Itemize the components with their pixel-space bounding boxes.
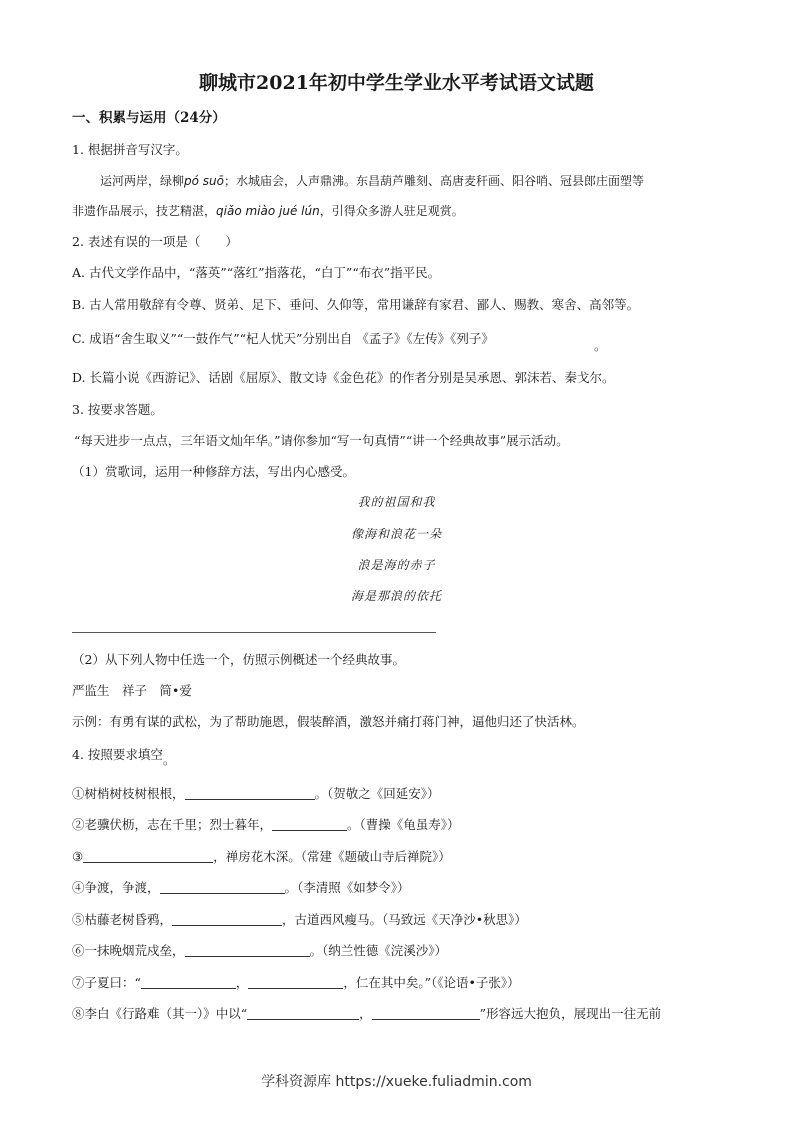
fill-item-post: 。（李清照《如梦令》） (284, 880, 410, 895)
fill-blank[interactable] (185, 944, 310, 957)
fill-item-pre: ⑧李白《行路难（其一）》中以“ (72, 1006, 248, 1021)
fill-blank[interactable] (372, 1007, 480, 1020)
pinyin-2: qiǎo miào jué lún (216, 204, 320, 218)
fill-item (72, 849, 451, 865)
question-3-sub-1: （1）赏歌词，运用一种修辞方法，写出内心感受。 (72, 464, 355, 479)
option-d: D. 长篇小说《西游记》、话剧《屈原》、散文诗《金色花》的作者分别是吴承恩、郭沫若、秦戈尔。 (72, 370, 615, 385)
fill-item-post: 。（贺敬之《回延安》） (314, 786, 440, 801)
fill-item (72, 912, 527, 928)
fill-item-post: 。（纳兰性德《浣溪沙》） (309, 943, 448, 958)
fill-blank[interactable] (83, 850, 213, 863)
fill-item-post: ”形容远大抱负，展现出一往无前 (479, 1006, 662, 1021)
fill-item-pre: ⑤枯藤老树昏鸦， (72, 912, 173, 927)
question-2-label: 2. 表述有误的一项是（ ） (72, 234, 238, 249)
page-title: 聊城市2021年初中学生学业水平考试语文试题 (199, 72, 594, 94)
question-3-sub-2: （2）从下列人物中任选一个，仿照示例概述一个经典故事。 (72, 652, 405, 667)
fill-item (72, 975, 520, 991)
option-c-end: 。 (594, 338, 607, 353)
fill-blank[interactable] (272, 818, 347, 831)
fill-blank[interactable] (247, 1007, 359, 1020)
fill-item-pre: ④争渡，争渡， (72, 880, 160, 895)
pinyin-1: pó suō (184, 174, 224, 188)
fill-item-post: ，古道西风瘦马。（马致远《天净沙•秋思》） (282, 912, 527, 927)
fill-item-mid: ， (359, 1006, 372, 1021)
option-c: C. 成语“舍生取义”“一鼓作气”“杞人忧天”分别出自 《孟子》《左传》《列子》 (72, 331, 494, 346)
fill-item-post: ，仁在其中矣。”（《论语•子张》） (343, 975, 520, 990)
fill-blank[interactable] (141, 976, 236, 989)
footer-watermark: 学科资源库 https://xueke.fuliadmin.com (261, 1074, 532, 1090)
q1-text-a: 运河两岸，绿柳 (100, 174, 185, 188)
q1-text-b: ；水城庙会，人声鼎沸。东昌葫芦雕刻、高唐麦秆画、阳谷哨、冠县郎庄面塑等 (224, 174, 645, 188)
option-a: A. 古代文学作品中，“落英”“落红”指落花，“白丁”“布衣”指平民。 (72, 265, 441, 280)
fill-item-pre: ②老骥伏枥，志在千里；烈士暮年， (72, 817, 273, 832)
fill-item (72, 1006, 661, 1022)
example-text: 示例：有勇有谋的武松，为了帮助施恩，假装醉酒，激怒并痛打蒋门神，逼他归还了快活林。 (72, 714, 585, 729)
q1-text-d: ，引得众多游人驻足观赏。 (319, 204, 464, 218)
fill-item-pre: ③ (72, 849, 84, 864)
fill-item-pre: ⑦子夏曰：“ (72, 975, 141, 990)
fill-blank[interactable] (248, 976, 343, 989)
question-1-line-1 (100, 173, 644, 189)
question-3-intro: “每天进步一点点，三年语文灿年华。”请你参加“写一句真情”“讲一个经典故事”展示活动。 (74, 433, 569, 448)
question-3-label: 3. 按要求答题。 (72, 402, 163, 417)
question-1-label: 1. 根据拼音写汉字。 (72, 142, 188, 157)
fill-item (72, 786, 440, 802)
q1-text-c: 非遗作品展示，技艺精湛， (72, 204, 217, 218)
fill-item-pre: ①树梢树枝树根根， (72, 786, 185, 801)
fill-item (72, 943, 447, 959)
fill-item-mid: ， (235, 975, 249, 990)
question-4-label (72, 747, 176, 767)
answer-line (72, 632, 436, 633)
question-1-line-2 (72, 203, 464, 219)
question-4-end: 。 (162, 752, 176, 767)
section-heading: 一、积累与运用（24分） (72, 110, 226, 126)
fill-item-post: 。（曹操《龟虽寿》） (347, 817, 460, 832)
fill-blank[interactable] (172, 913, 282, 926)
poem-line: 我的祖国和我 (357, 495, 436, 509)
fill-item (72, 817, 460, 833)
fill-blank[interactable] (185, 787, 315, 800)
fill-item (72, 880, 410, 896)
fill-blank[interactable] (160, 881, 285, 894)
poem-line: 像海和浪花一朵 (350, 527, 442, 541)
poem-line: 浪是海的赤子 (357, 558, 436, 572)
poem-line: 海是那浪的依托 (350, 589, 442, 603)
people-list: 严监生 祥子 简•爱 (72, 683, 192, 698)
option-b: B. 古人常用敬辞有令尊、贤弟、足下、垂问、久仰等，常用谦辞有家君、鄙人、赐教、寒舍、高邻等。 (72, 297, 640, 312)
fill-item-post: ，禅房花木深。（常建《题破山寺后禅院》） (213, 849, 451, 864)
fill-item-pre: ⑥一抹晚烟荒戍垒， (72, 943, 185, 958)
question-4-text: 4. 按照要求填空 (72, 747, 163, 762)
